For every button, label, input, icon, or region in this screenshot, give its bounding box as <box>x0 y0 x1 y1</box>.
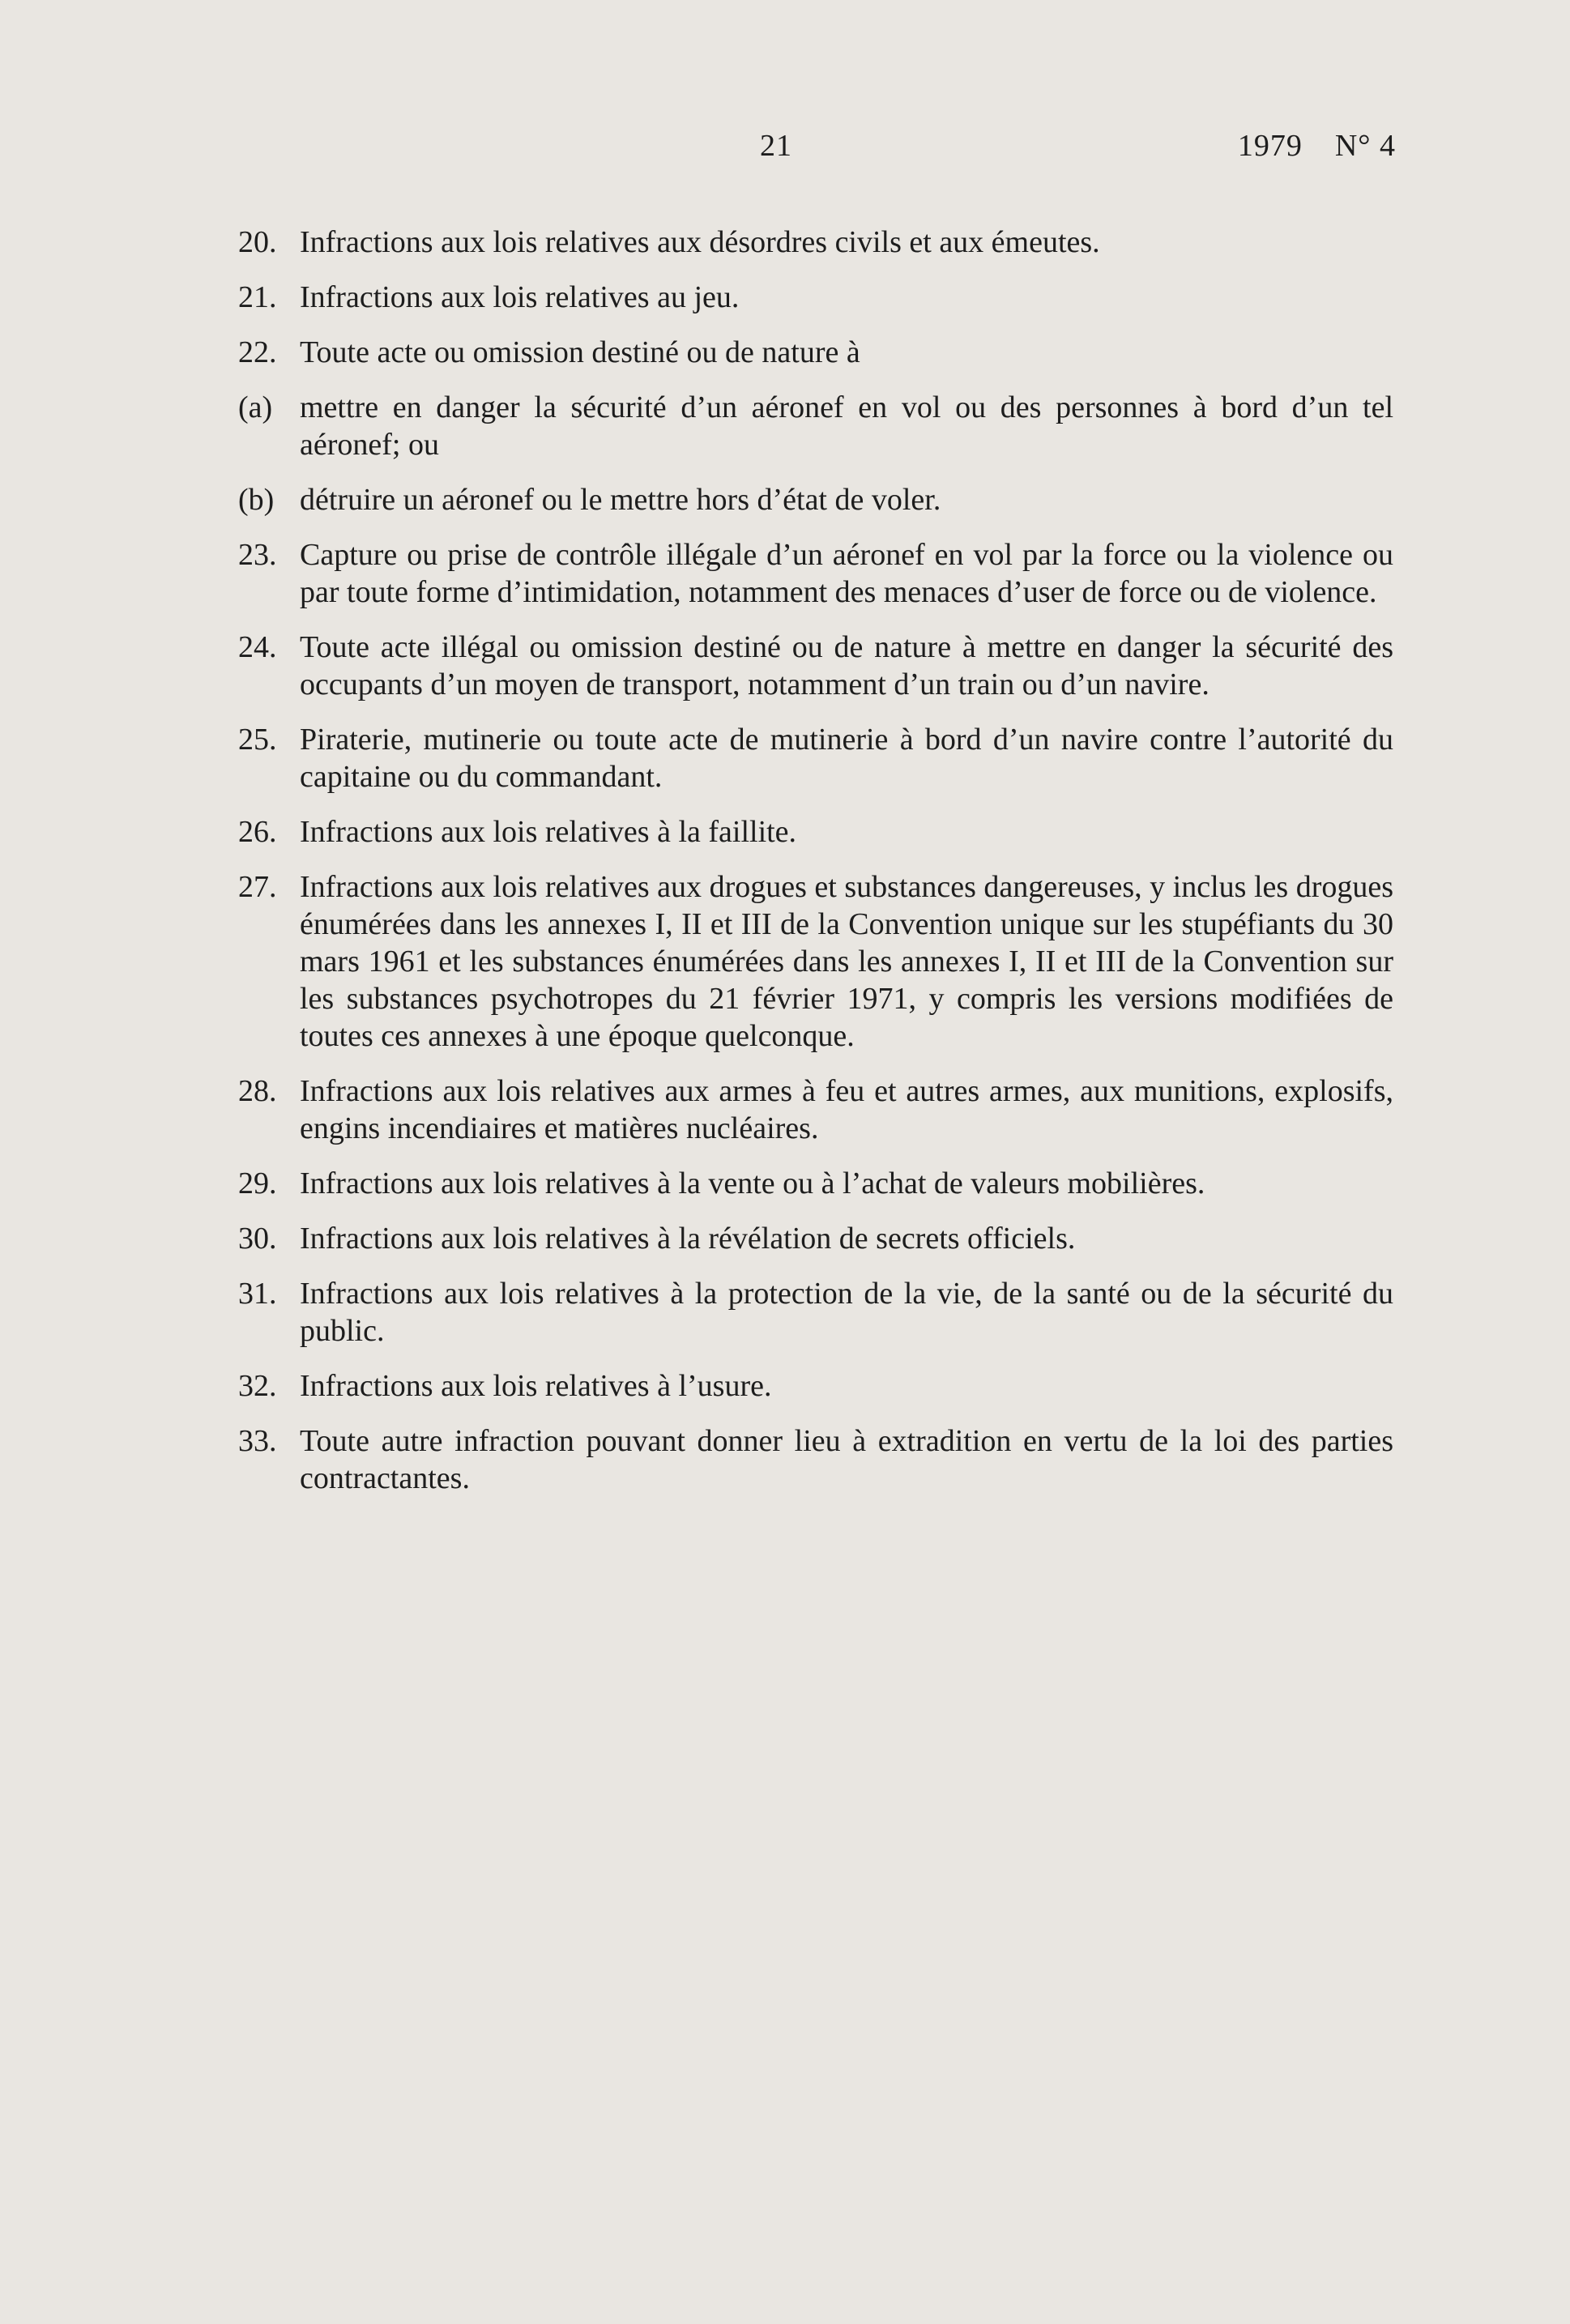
list-item <box>238 334 1393 371</box>
item-number: 29. <box>238 1166 277 1200</box>
list-item <box>238 481 1393 518</box>
item-number: 26. <box>238 815 277 849</box>
list-item <box>238 721 1393 795</box>
list-item <box>238 629 1393 703</box>
list-item <box>238 1220 1393 1257</box>
item-text: mettre en danger la sécurité d’un aéronef en vol ou des personnes à bord d’un tel aéronef; ou <box>300 390 1393 462</box>
list-item <box>238 868 1393 1055</box>
list-item <box>238 813 1393 851</box>
item-text: Toute acte ou omission destiné ou de nature à <box>300 335 860 369</box>
item-text: Infractions aux lois relatives à la révélation de secrets officiels. <box>300 1222 1076 1256</box>
item-text: Infractions aux lois relatives à la vente ou à l’achat de valeurs mobilières. <box>300 1166 1205 1200</box>
list-item <box>238 224 1393 261</box>
list-item <box>238 279 1393 316</box>
item-text: Infractions aux lois relatives à la protection de la vie, de la santé ou de la sécurité du public. <box>300 1277 1393 1348</box>
item-number: 32. <box>238 1369 277 1403</box>
list-item <box>238 1275 1393 1350</box>
item-text: Infractions aux lois relatives à la faillite. <box>300 815 797 849</box>
item-text: Infractions aux lois relatives aux désordres civils et aux émeutes. <box>300 225 1100 259</box>
list-item <box>238 1367 1393 1405</box>
item-number: 22. <box>238 335 277 369</box>
list-item <box>238 1422 1393 1497</box>
item-number: 28. <box>238 1074 277 1108</box>
item-number: 33. <box>238 1424 277 1458</box>
item-text: Toute autre infraction pouvant donner lieu à extradition en vertu de la loi des parties contractantes. <box>300 1424 1393 1495</box>
item-number: 27. <box>238 870 277 904</box>
issue-reference <box>1238 128 1396 164</box>
item-number: 25. <box>238 723 277 757</box>
item-text: Capture ou prise de contrôle illégale d’un aéronef en vol par la force ou la violence ou par toute forme d’intimidation, notamment des menaces d’user de force ou de violence. <box>300 538 1393 609</box>
item-number: (a) <box>238 390 273 424</box>
list-item <box>238 536 1393 611</box>
list-item <box>238 389 1393 463</box>
item-text: Infractions aux lois relatives aux drogues et substances dangereuses, y inclus les drogues énumérées dans les annexes I, II et III de la Convention unique sur les stupéfiants du 30 mars 1961 et les substances énumérées dans les annexes I, II et III de la Convention sur les substances psychotropes du 21 février 1971, y compris les versions modifiées de toutes ces annexes à une époque quelconque. <box>300 870 1393 1053</box>
item-number: 21. <box>238 280 277 314</box>
item-number: 30. <box>238 1222 277 1256</box>
item-number: 24. <box>238 630 277 664</box>
item-text: Toute acte illégal ou omission destiné ou de nature à mettre en danger la sécurité des occupants d’un moyen de transport, notamment d’un train ou d’un navire. <box>300 630 1393 701</box>
item-text: Infractions aux lois relatives aux armes à feu et autres armes, aux munitions, explosifs, engins incendiaires et matières nucléaires. <box>300 1074 1393 1145</box>
issue-year: 1979 <box>1237 129 1303 163</box>
page-number: 21 <box>760 129 792 163</box>
list-item <box>238 1165 1393 1202</box>
item-number: 23. <box>238 538 277 572</box>
offence-list <box>238 224 1393 1515</box>
item-text: Piraterie, mutinerie ou toute acte de mutinerie à bord d’un navire contre l’autorité du capitaine ou du commandant. <box>300 723 1393 794</box>
item-text: détruire un aéronef ou le mettre hors d’état de voler. <box>300 483 941 517</box>
issue-number: N° 4 <box>1334 129 1396 163</box>
item-number: 20. <box>238 225 277 259</box>
item-text: Infractions aux lois relatives au jeu. <box>300 280 740 314</box>
item-number: (b) <box>238 483 275 517</box>
item-text: Infractions aux lois relatives à l’usure. <box>300 1369 772 1403</box>
list-item <box>238 1072 1393 1147</box>
item-number: 31. <box>238 1277 277 1311</box>
